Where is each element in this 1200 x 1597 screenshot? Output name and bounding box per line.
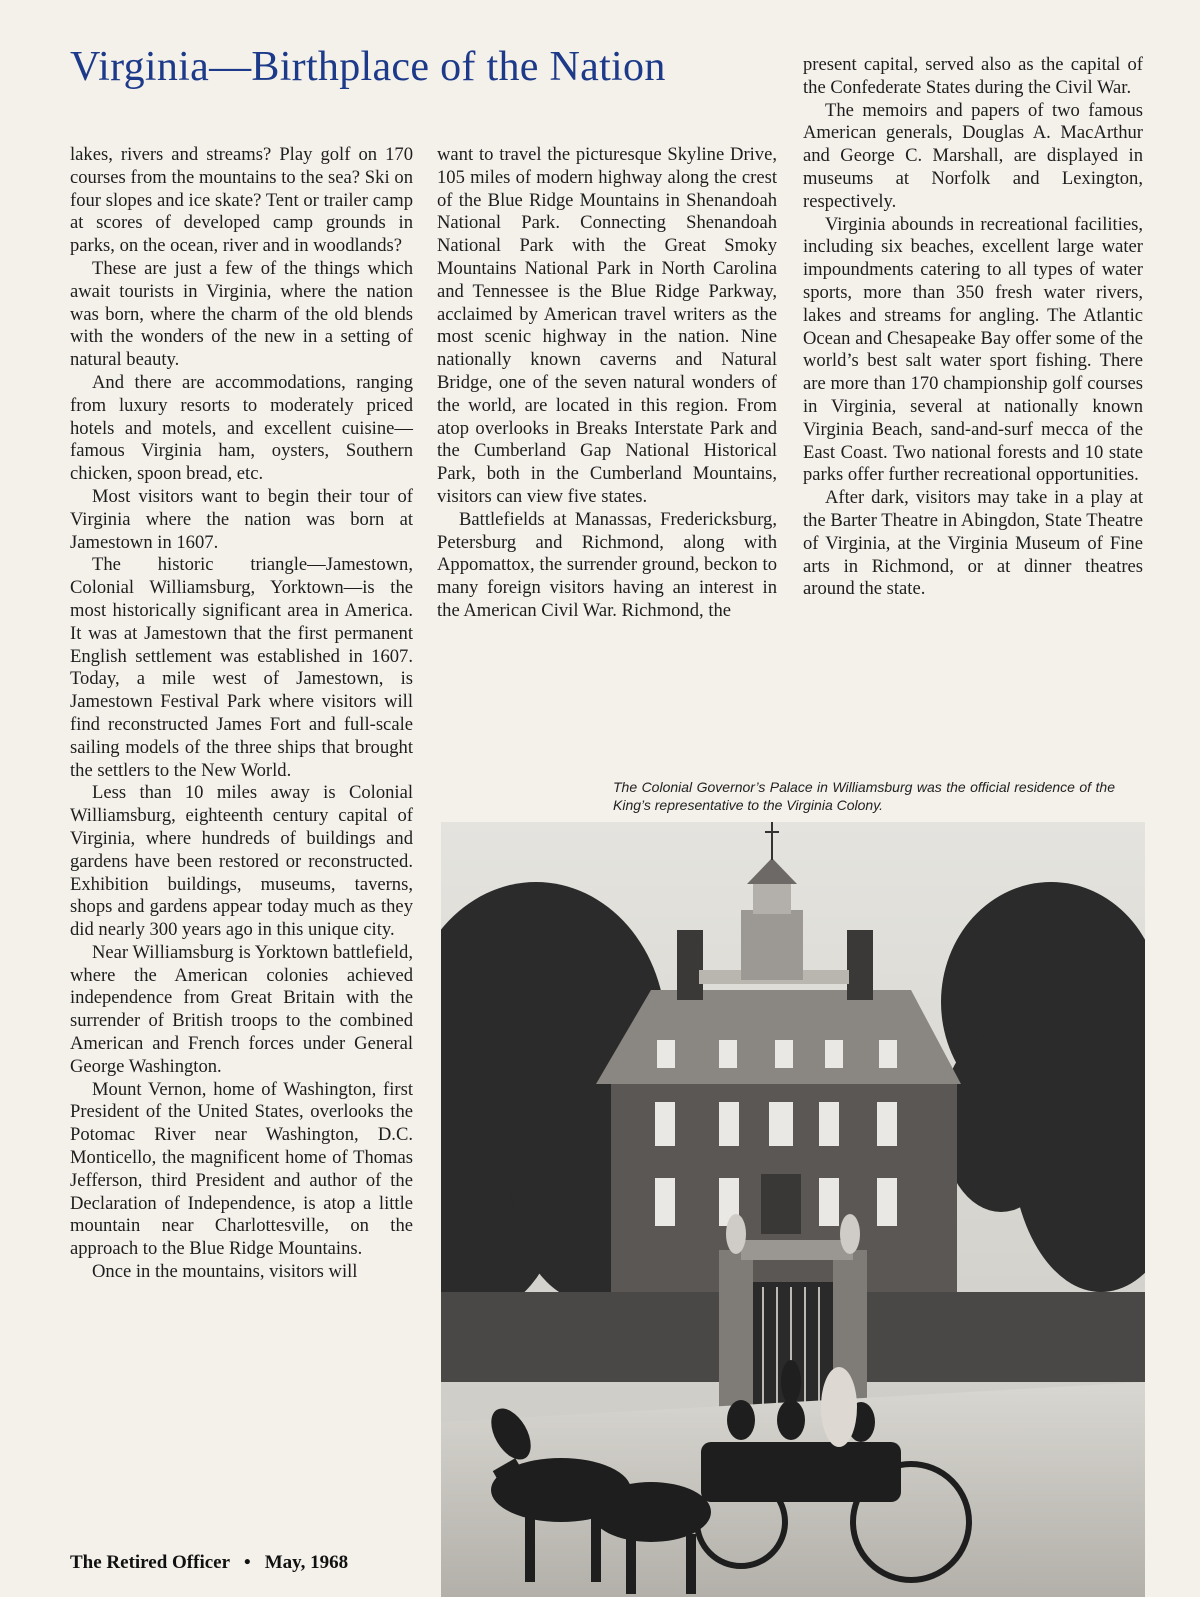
figure-in-gown	[821, 1367, 857, 1447]
paragraph: Less than 10 miles away is Colonial Williamsburg, eighteenth century capital of Virginia, where hundreds of buildings and gardens have been restored or reconstructed. Exhibition buildings, museums, taverns, shops and gardens appear today much as they did nearly 300 years ago in this unique city.	[70, 782, 413, 941]
paragraph: Once in the mountains, visitors will	[92, 1261, 358, 1283]
governors-palace-photo	[441, 822, 1145, 1597]
issue-date: May, 1968	[264, 1552, 349, 1573]
paragraph: And there are accommodations, ranging from luxury resorts to moderately priced hotels and motels, and excellent cuisine—famous Virginia ham, oysters, Southern chicken, spoon bread, etc.	[70, 371, 413, 485]
article-column-3	[803, 54, 1143, 601]
paragraph: Mount Vernon, home of Washington, first President of the United States, overlooks the Potomac River near Washington, D.C. Monticello, the magnificent home of Thomas Jefferson, third President and author of the Declaration of Independence, is atop a little mountain near Charlottesville, on the approach to the Blue Ridge Mountains.	[70, 1078, 413, 1260]
figure-at-gate	[781, 1360, 801, 1404]
publication-name: The Retired Officer	[70, 1552, 231, 1573]
paragraph: want to travel the picturesque Skyline Drive, 105 miles of modern highway along the crest of the Blue Ridge Mountains in Shenandoah National Park. Connecting Shenandoah National Park with the Great Smoky Mountains National Park in North Carolina and Tennessee is the Blue Ridge Parkway, acclaimed by American travel writers as the most scenic highway in the nation. Nine nationally known caverns and Natural Bridge, one of the seven natural wonders of the world, are located in this region. From atop overlooks in Breaks Interstate Park and the Cumberland Gap National Historical Park, both in the Cumberland Mountains, visitors can view five states.	[437, 144, 777, 507]
paragraph: present capital, served also as the capital of the Confederate States during the Civil War.	[803, 54, 1143, 98]
paragraph: Virginia abounds in recreational facilities, including six beaches, excellent large water impoundments catering to all types of water sports, more than 350 fresh water rivers, lakes and streams for angling. The Atlantic Ocean and Chesapeake Bay offer some of the world’s best salt water sport fishing. There are more than 170 championship golf courses in Virginia, several at nationally known Virginia Beach, sand-and-surf mecca of the East Coast. Two national forests and 10 state parks offer further recreational opportunities.	[803, 213, 1143, 486]
paragraph: Battlefields at Manassas, Fredericksburg, Petersburg and Richmond, along with Appomattox, the surrender ground, beckon to many foreign visitors having an interest in the American Civil War. Richmond, the	[437, 508, 777, 621]
article-column-1	[70, 144, 413, 1284]
article-title: Virginia—Birthplace of the Nation	[70, 44, 666, 90]
paragraph: Most visitors want to begin their tour of Virginia where the nation was born at Jamestown in 1607.	[70, 485, 413, 553]
photo-caption: The Colonial Governor’s Palace in Williamsburg was the official residence of the King’s representative to the Virginia Colony.	[613, 779, 1115, 813]
paragraph: After dark, visitors may take in a play at the Barter Theatre in Abingdon, State Theatre of Virginia, at the Virginia Museum of Fine arts in Richmond, or at dinner theatres around the state.	[803, 487, 1143, 600]
footer-separator: •	[244, 1552, 251, 1573]
paragraph: These are just a few of the things which await tourists in Virginia, where the nation was born, where the charm of the old blends with the wonders of the new in a setting of natural beauty.	[70, 257, 413, 371]
paragraph: Near Williamsburg is Yorktown battlefield, where the American colonies achieved independence from Great Britain with the surrender of British troops to the combined American and French forces under General George Washington.	[70, 941, 413, 1077]
paragraph: The memoirs and papers of two famous American generals, Douglas A. MacArthur and George C. Marshall, are displayed in museums at Norfolk and Lexington, respectively.	[803, 99, 1143, 212]
paragraph: lakes, rivers and streams? Play golf on 170 courses from the mountains to the sea? Ski on four slopes and ice skate? Tent or trailer camp at scores of developed camp grounds in parks, on the ocean, river and in woodlands?	[70, 144, 413, 257]
paragraph: The historic triangle—Jamestown, Colonial Williamsburg, Yorktown—is the most historically significant area in America. It was at Jamestown that the first permanent English settlement was established in 1607. Today, a mile west of Jamestown, is Jamestown Festival Park where visitors will find reconstructed James Fort and full-scale sailing models of the three ships that brought the settlers to the New World.	[70, 554, 413, 781]
article-column-2	[437, 144, 777, 623]
page-footer	[70, 1552, 348, 1574]
